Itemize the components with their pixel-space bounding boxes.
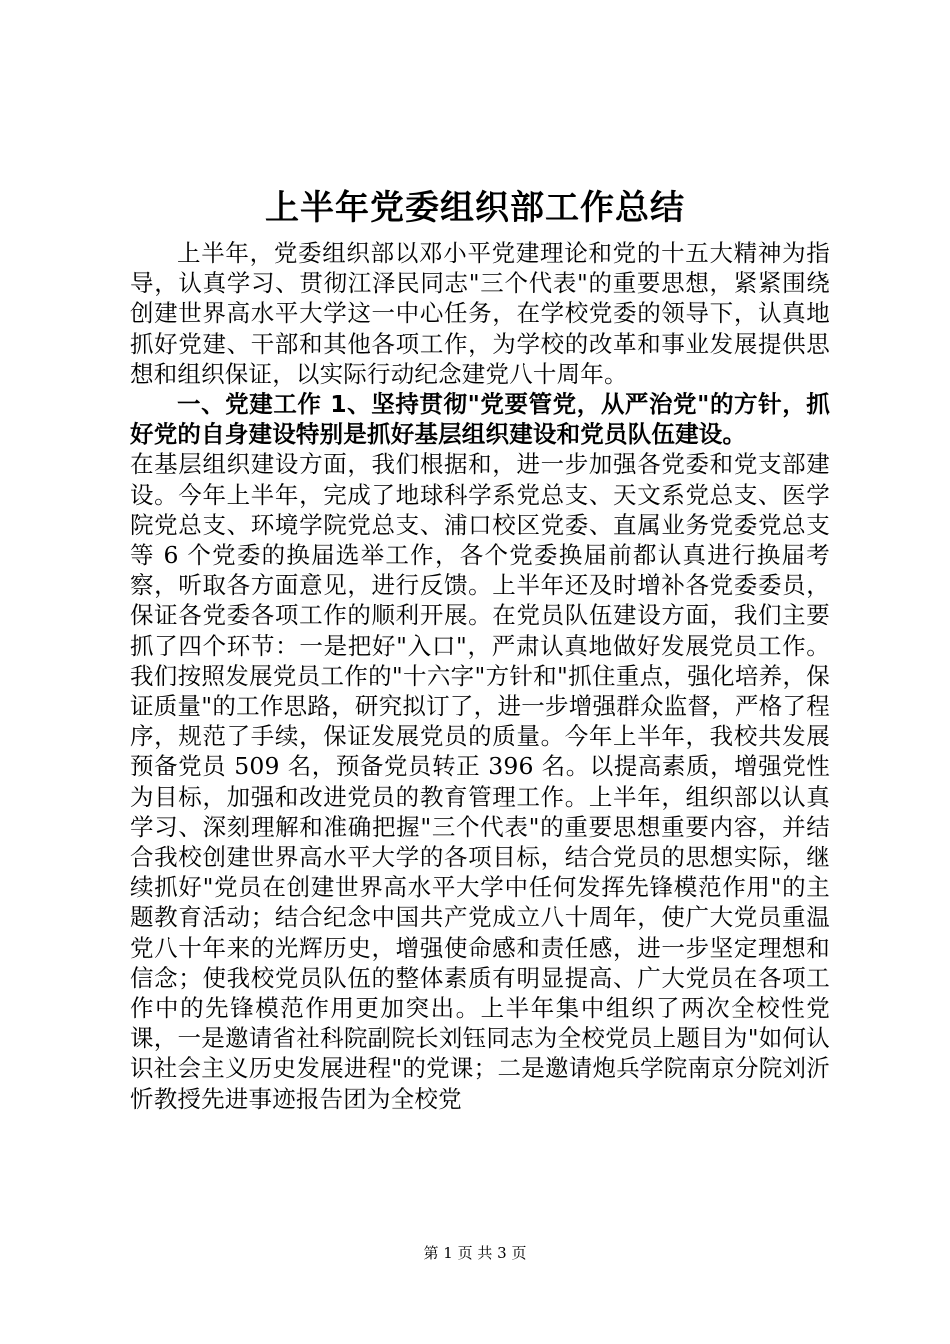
document-title: 上半年党委组织部工作总结 bbox=[265, 188, 685, 228]
document-body bbox=[130, 238, 830, 1114]
section-heading-paragraph: 一、党建工作 1、坚持贯彻"党要管党，从严治党"的方针，抓好党的自身建设特别是抓好基层组织建设和党员队伍建设。 bbox=[130, 390, 830, 449]
page-number-footer: 第 1 页 共 3 页 bbox=[423, 1244, 527, 1262]
body-paragraph: 在基层组织建设方面，我们根据和，进一步加强各党委和党支部建设。今年上半年，完成了地球科学系党总支、天文系党总支、医学院党总支、环境学院党总支、浦口校区党委、直属业务党委党总支等 6 个党委的换届选举工作，各个党委换届前都认真进行换届考察，听取各方面意见，进行反馈。上半年还及时增补各党委委员，保证各党委各项工作的顺利开展。在党员队伍建设方面，我们主要抓了四个环节：一是把好"入口"，严肃认真地做好发展党员工作。我们按照发展党员工作的"十六字"方针和"抓住重点，强化培养，保证质量"的工作思路，研究拟订了，进一步增强群众监督，严格了程序，规范了手续，保证发展党员的质量。今年上半年，我校共发展预备党员 509 名，预备党员转正 396 名。以提高素质，增强党性为目标，加强和改进党员的教育管理工作。上半年，组织部以认真学习、深刻理解和准确把握"三个代表"的重要思想重要内容，并结合我校创建世界高水平大学的各项目标，结合党员的思想实际，继续抓好"党员在创建世界高水平大学中任何发挥先锋模范作用"的主题教育活动；结合纪念中国共产党成立八十周年，使广大党员重温党八十年来的光辉历史，增强使命感和责任感，进一步坚定理想和信念；使我校党员队伍的整体素质有明显提高、广大党员在各项工作中的先锋模范作用更加突出。上半年集中组织了两次全校性党课，一是邀请省社科院副院长刘钰同志为全校党员上题目为"如何认识社会主义历史发展进程"的党课；二是邀请炮兵学院南京分院刘沂忻教授先进事迹报告团为全校党 bbox=[130, 450, 830, 1113]
intro-paragraph: 上半年，党委组织部以邓小平党建理论和党的十五大精神为指导，认真学习、贯彻江泽民同志"三个代表"的重要思想，紧紧围绕创建世界高水平大学这一中心任务，在学校党委的领导下，认真地抓好党建、干部和其他各项工作，为学校的改革和事业发展提供思想和组织保证，以实际行动纪念建党八十周年。 bbox=[130, 239, 830, 388]
